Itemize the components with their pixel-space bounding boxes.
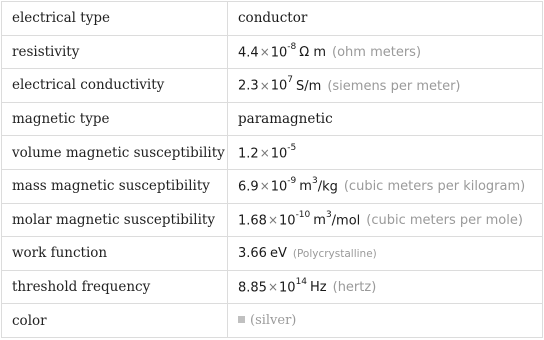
base: 10 [279, 213, 296, 229]
property-label: molar magnetic susceptibility [2, 203, 228, 237]
property-value [228, 102, 543, 136]
property-value [228, 136, 543, 170]
unit-note: (cubic meters per kilogram) [343, 179, 526, 195]
unit: eV [269, 245, 287, 261]
mantissa: 1.68 [238, 213, 267, 229]
unit-suffix: /kg [317, 179, 338, 195]
exponent: -8 [287, 41, 297, 52]
property-value [228, 69, 543, 103]
exponent: 14 [295, 276, 308, 287]
unit-prefix: m [313, 213, 326, 229]
color-swatch [238, 316, 245, 323]
property-label: mass magnetic susceptibility [2, 169, 228, 203]
property-value [228, 169, 543, 203]
times-sign: × [259, 179, 270, 194]
table-row [2, 136, 543, 170]
property-label: color [2, 304, 228, 338]
base: 10 [270, 145, 288, 161]
property-label: electrical conductivity [2, 69, 228, 103]
table-row [2, 102, 543, 136]
unit-note: (cubic meters per mole) [366, 213, 523, 229]
table-row [2, 35, 543, 69]
base: 10 [279, 280, 296, 296]
property-label: electrical type [2, 2, 228, 36]
table-row [2, 237, 543, 271]
property-value [228, 35, 543, 69]
property-value [228, 203, 543, 237]
property-value [228, 2, 543, 36]
mantissa: 4.4 [238, 45, 259, 61]
unit-exponent: 3 [311, 176, 318, 187]
base: 10 [270, 45, 288, 61]
table-row [2, 2, 543, 36]
base: 10 [270, 179, 288, 195]
unit-prefix: m [299, 179, 312, 195]
table-row [2, 203, 543, 237]
exponent: -9 [287, 176, 297, 187]
properties-table [1, 1, 543, 338]
times-sign: × [259, 145, 270, 160]
unit: Hz [310, 280, 327, 296]
exponent: -10 [295, 209, 311, 220]
property-value [228, 270, 543, 304]
property-label: magnetic type [2, 102, 228, 136]
property-value [228, 304, 543, 338]
base: 10 [270, 78, 288, 94]
unit: S/m [296, 78, 322, 94]
times-sign: × [259, 78, 270, 93]
property-label: threshold frequency [2, 270, 228, 304]
property-label: work function [2, 237, 228, 271]
mantissa: 2.3 [238, 78, 259, 94]
unit-note: (hertz) [332, 280, 377, 296]
mantissa: 6.9 [238, 179, 259, 195]
exponent: 7 [287, 75, 294, 86]
unit-exponent: 3 [325, 209, 332, 220]
table-row [2, 270, 543, 304]
table-row [2, 169, 543, 203]
times-sign: × [259, 45, 270, 60]
value-number: 3.66 [238, 245, 267, 261]
property-label: resistivity [2, 35, 228, 69]
table-row [2, 304, 543, 338]
unit: Ω m [299, 45, 327, 61]
property-label: volume magnetic susceptibility [2, 136, 228, 170]
mantissa: 1.2 [238, 145, 259, 161]
unit-note: (Polycrystalline) [292, 247, 377, 260]
times-sign: × [267, 280, 279, 295]
value-text: paramagnetic [238, 111, 333, 128]
unit-note: (ohm meters) [332, 45, 422, 61]
exponent: -5 [287, 142, 297, 153]
color-name: (silver) [250, 313, 297, 329]
unit-note: (siemens per meter) [327, 78, 461, 94]
unit-suffix: /mol [331, 213, 361, 229]
value-text: conductor [238, 10, 308, 27]
table-row [2, 69, 543, 103]
times-sign: × [267, 213, 279, 228]
property-value [228, 237, 543, 271]
mantissa: 8.85 [238, 280, 267, 296]
